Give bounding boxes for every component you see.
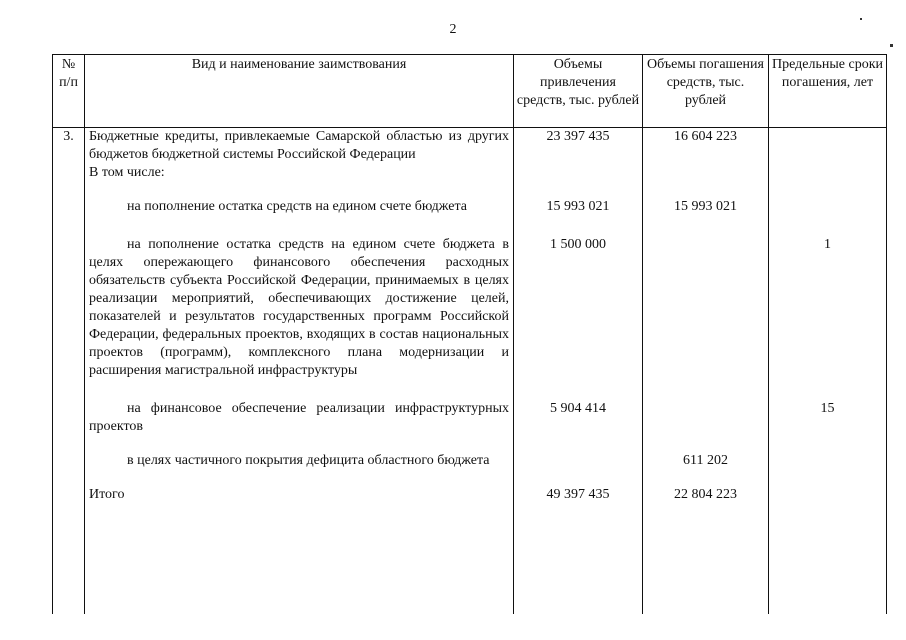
row-raise: 23 397 435 (514, 128, 643, 183)
row-num (53, 486, 85, 504)
row-num: 3. (53, 128, 85, 183)
row-spacer (53, 504, 887, 614)
header-repay: Объемы погашения средств, тыс. рублей (643, 55, 769, 128)
row-description: Итого (85, 486, 514, 504)
row-raise: 49 397 435 (514, 486, 643, 504)
scan-speck (890, 44, 893, 47)
row-num (53, 452, 85, 470)
row-num (53, 400, 85, 436)
row-repay (643, 400, 769, 436)
row-num (53, 198, 85, 216)
table-row (53, 128, 887, 183)
header-raise: Объемы привлечения средств, тыс. рублей (514, 55, 643, 128)
row-term: 1 (769, 236, 887, 380)
table-row-total (53, 486, 887, 504)
row-num (53, 236, 85, 380)
borrowing-table (52, 54, 887, 614)
row-term (769, 486, 887, 504)
header-num: № п/п (53, 55, 85, 128)
row-repay: 22 804 223 (643, 486, 769, 504)
table-row (53, 198, 887, 216)
row-description-text: Бюджетные кредиты, привлекаемые Самарской областью из других бюджетов бюджетной системы Российской Федерации (89, 129, 509, 162)
table-row (53, 236, 887, 380)
row-description: на пополнение остатка средств на едином счете бюджета в целях опережающего финансового обеспечения расходных обязательств субъекта Российской Федерации, принимаемых в целях реализации мероприятий, обеспечивающих достижение целей, показателей и результатов государственных программ Российской Федерации, федеральных проектов, входящих в состав национальных проектов (программ), комплексного плана модернизации и расширения магистральной инфраструктуры (85, 236, 514, 380)
row-term: 15 (769, 400, 887, 436)
table-row (53, 400, 887, 436)
row-spacer (53, 436, 887, 452)
row-repay: 611 202 (643, 452, 769, 470)
row-description: на пополнение остатка средств на едином счете бюджета (85, 198, 514, 216)
table-header-row (53, 55, 887, 128)
header-name: Вид и наименование заимствования (85, 55, 514, 128)
row-raise (514, 452, 643, 470)
row-repay: 15 993 021 (643, 198, 769, 216)
row-description (85, 128, 514, 183)
scan-speck (860, 18, 862, 20)
row-description: на финансовое обеспечение реализации инфраструктурных проектов (85, 400, 514, 436)
row-spacer (53, 380, 887, 400)
row-raise: 15 993 021 (514, 198, 643, 216)
row-description-subtext: В том числе: (89, 165, 165, 180)
row-raise: 1 500 000 (514, 236, 643, 380)
page-number: 2 (449, 22, 457, 37)
row-raise: 5 904 414 (514, 400, 643, 436)
table-row (53, 452, 887, 470)
row-description: в целях частичного покрытия дефицита областного бюджета (85, 452, 514, 470)
row-term (769, 128, 887, 183)
row-repay: 16 604 223 (643, 128, 769, 183)
row-term (769, 198, 887, 216)
header-term: Предельные сроки погашения, лет (769, 55, 887, 128)
row-spacer (53, 182, 887, 198)
row-spacer (53, 470, 887, 486)
row-spacer (53, 216, 887, 236)
row-repay (643, 236, 769, 380)
row-term (769, 452, 887, 470)
